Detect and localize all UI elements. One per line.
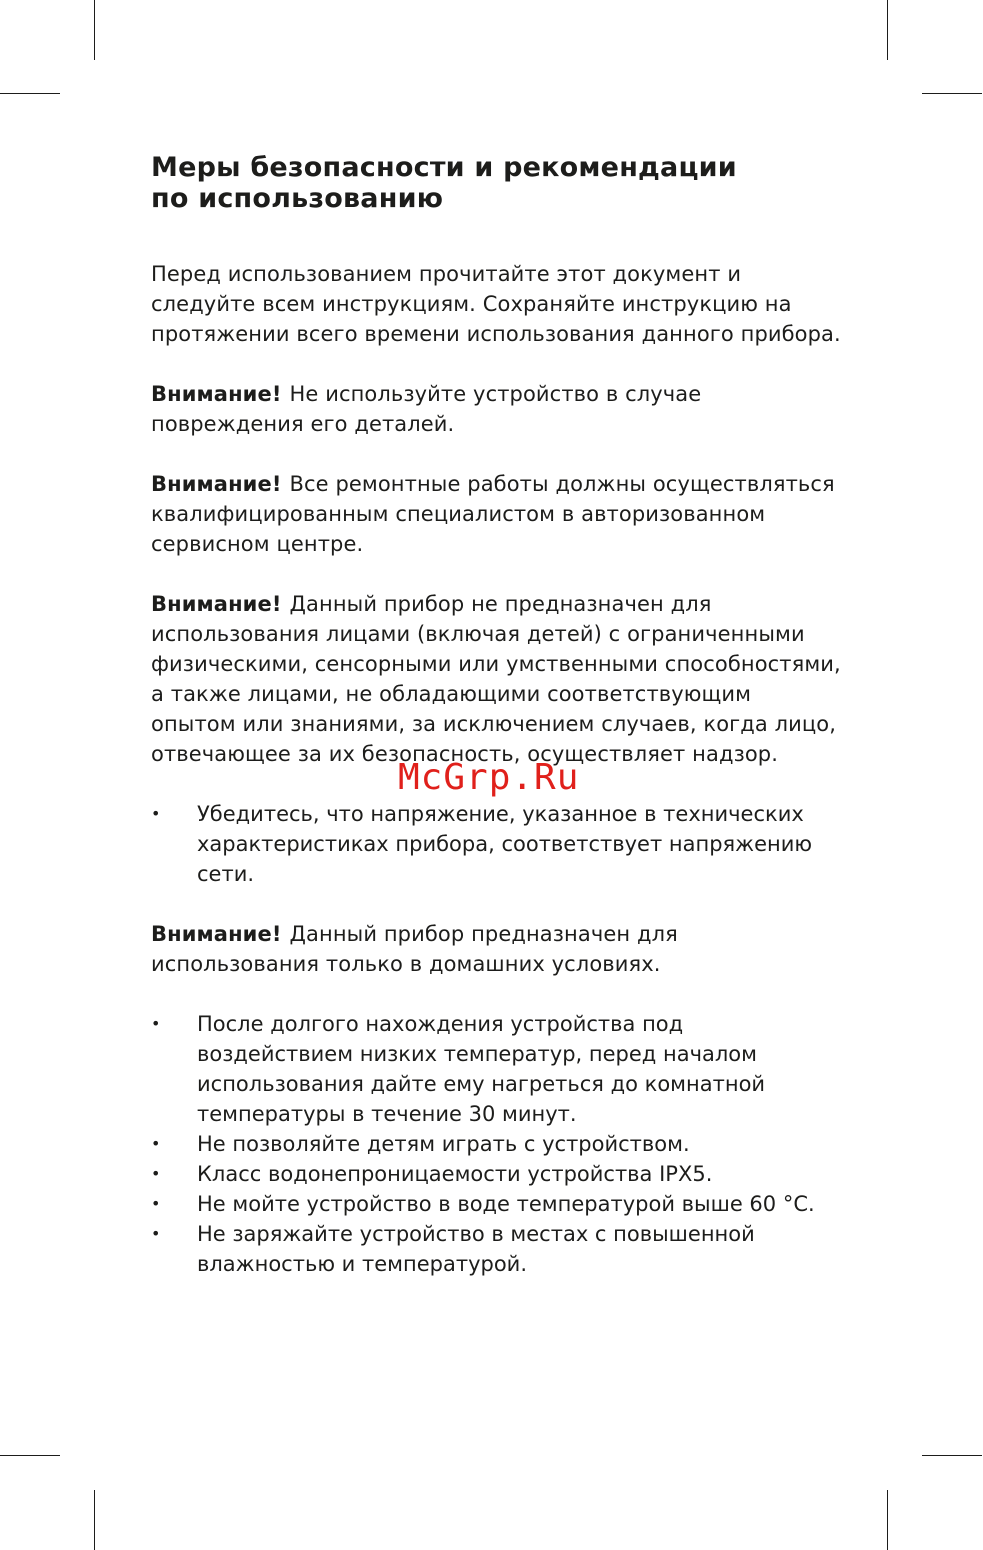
bullet-list-1	[151, 799, 841, 889]
list-item-text: Не заряжайте устройство в местах с повышенной влажностью и температурой.	[197, 1222, 755, 1276]
warning-1	[151, 379, 841, 439]
page-title	[151, 152, 841, 214]
bullet-icon: •	[151, 1194, 161, 1213]
crop-mark-right-bottom	[922, 1455, 982, 1456]
crop-mark-bottom-left	[94, 1490, 95, 1550]
warning-4	[151, 919, 841, 979]
list-item	[151, 1129, 841, 1159]
title-line-2: по использованию	[151, 183, 444, 214]
warning-text: Данный прибор не предназначен для использования лицами (включая детей) с ограниченными физическими, сенсорными или умственными способностями, а также лицами, не обладающими соответствующим опытом или знаниями, за исключением случаев, когда лицо, отвечающее за их безопасность, осуществляет надзор.	[151, 592, 841, 766]
warning-3	[151, 589, 841, 769]
list-item	[151, 1009, 841, 1129]
crop-mark-top-right	[887, 0, 888, 60]
list-item-text: Класс водонепроницаемости устройства IPX5.	[197, 1162, 713, 1186]
crop-mark-top-left	[94, 0, 95, 60]
crop-mark-right-top	[922, 93, 982, 94]
list-item	[151, 1159, 841, 1189]
warning-label: Внимание!	[151, 592, 282, 616]
warning-text: Данный прибор предназначен для использования только в домашних условиях.	[151, 922, 678, 976]
intro-paragraph: Перед использованием прочитайте этот документ и следуйте всем инструкциям. Сохраняйте инструкцию на протяжении всего времени использования данного прибора.	[151, 262, 841, 346]
list-item-text: После долгого нахождения устройства под воздействием низких температур, перед началом использования дайте ему нагреться до комнатной температуры в течение 30 минут.	[197, 1012, 766, 1126]
title-line-1: Меры безопасности и рекомендации	[151, 152, 737, 183]
warning-label: Внимание!	[151, 382, 282, 406]
list-item-text: Не мойте устройство в воде температурой выше 60 °C.	[197, 1192, 815, 1216]
page-content	[151, 152, 841, 1279]
warning-text: Все ремонтные работы должны осуществляться квалифицированным специалистом в авторизованном сервисном центре.	[151, 472, 835, 556]
list-item-text: Убедитесь, что напряжение, указанное в технических характеристиках прибора, соответствует напряжению сети.	[197, 802, 813, 886]
bullet-icon: •	[151, 1014, 161, 1033]
warning-2	[151, 469, 841, 559]
list-item	[151, 1189, 841, 1219]
crop-mark-bottom-right	[887, 1490, 888, 1550]
bullet-icon: •	[151, 1164, 161, 1183]
watermark: McGrp.Ru	[398, 757, 580, 798]
bullet-icon: •	[151, 1224, 161, 1243]
bullet-list-2	[151, 1009, 841, 1279]
list-item	[151, 1219, 841, 1279]
warning-text: Не используйте устройство в случае повреждения его деталей.	[151, 382, 702, 436]
warning-label: Внимание!	[151, 472, 282, 496]
crop-mark-left-bottom	[0, 1455, 60, 1456]
warning-label: Внимание!	[151, 922, 282, 946]
bullet-icon: •	[151, 804, 161, 823]
crop-mark-left-top	[0, 93, 60, 94]
list-item	[151, 799, 841, 889]
list-item-text: Не позволяйте детям играть с устройством.	[197, 1132, 690, 1156]
bullet-icon: •	[151, 1134, 161, 1153]
